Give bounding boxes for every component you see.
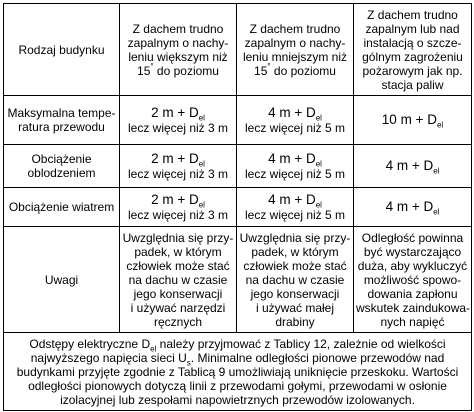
footnote [4, 333, 472, 411]
cell-line: najwyższego napięcia sieci $U_s$. Minimalne odległości pionowe przewodów nad [30, 350, 445, 367]
cell-line: nych napięć [380, 314, 445, 329]
cell-line: Uwagi [44, 272, 79, 287]
table-row [4, 96, 472, 145]
cell-line: gólnym zagrożeniu [362, 49, 463, 64]
row-label-ice [4, 145, 120, 188]
table-cell [237, 145, 354, 188]
cell-line: leniu większym niż [128, 49, 228, 64]
cell-line: zapalnym o nachy- [244, 35, 346, 50]
cell-line: lecz więcej niż 3 m [127, 167, 229, 181]
cell-line: instalacją o szcze- [363, 35, 462, 50]
cell-line: duża, aby wykluczyć [357, 258, 468, 273]
cell-line: człowiek może stać [243, 258, 347, 273]
cell-line: na dachu w czasie [245, 272, 345, 287]
cell-line: jego konserwacji [133, 286, 223, 301]
table-cell [237, 227, 354, 333]
cell-line: Z dachem trudno [132, 21, 224, 36]
cell-line: odległości pionowych dotyczą linii z przewodami gołymi, przewodami w osłonie [28, 378, 447, 393]
table-cell [120, 227, 237, 333]
cell-line: zapalnym lub nad [365, 21, 460, 36]
cell-line: wskutek zaindukowa- [356, 300, 471, 315]
column-header-3 [354, 4, 472, 96]
cell-line: 4 $m + D_{el}$ [385, 199, 440, 217]
cell-line: lecz więcej niż 5 m [244, 121, 346, 135]
cell-line: Obciążenie [31, 152, 92, 166]
cell-line: oblodzeniem [27, 166, 96, 180]
cell-line: ratura przewodu [18, 120, 105, 134]
cell-line: Z dachem trudno [249, 21, 341, 36]
row-label-temperature [4, 96, 120, 145]
cell-line: na dachu w czasie [128, 272, 228, 287]
cell-line: drabiny [275, 314, 315, 329]
cell-line: 4 $m + D_{el}$ [268, 151, 322, 169]
table-row [4, 188, 472, 227]
table-cell [120, 188, 237, 227]
cell-line: możliwość spowo- [363, 272, 462, 287]
cell-line: lecz więcej niż 3 m [127, 208, 229, 222]
corner-header: Rodzaj budynku [4, 4, 120, 96]
cell-line: budynkami przyjęte zgodnie z Tablicą 9 umożliwiają uniknięcie przeskoku. Wartości [16, 364, 459, 379]
table-cell [120, 96, 237, 145]
footnote-row [4, 333, 472, 411]
cell-line: Obciążenie wiatrem [8, 200, 115, 214]
table-cell [354, 188, 472, 227]
table-cell [237, 96, 354, 145]
column-header-2 [237, 4, 354, 96]
table-cell [354, 227, 472, 333]
row-label-wind [4, 188, 120, 227]
table-row [4, 227, 472, 333]
cell-line: lecz więcej niż 3 m [127, 121, 229, 135]
cell-line: Uwzględnia się przy- [239, 230, 351, 245]
cell-line: 2 $m + D_{el}$ [151, 192, 205, 210]
table-cell [354, 96, 472, 145]
table-cell [237, 188, 354, 227]
cell-line: Z dachem trudno [367, 7, 458, 22]
cell-line: stacja paliw [381, 77, 444, 92]
cell-line: 15° do poziomu [137, 61, 219, 78]
cell-line: Maksymalna tempe- [7, 106, 116, 120]
cell-line: 2 $m + D_{el}$ [151, 151, 205, 169]
header-row [4, 4, 472, 96]
cell-line: 10 $m + D_{el}$ [381, 112, 444, 130]
cell-line: lecz więcej niż 5 m [244, 208, 346, 222]
building-distance-table [3, 3, 472, 411]
cell-line: padek, w którym [251, 244, 339, 259]
cell-line: dowania zapłonu [367, 286, 458, 301]
cell-line: izolacyjnej lub zespołami napowietrznych przewodów izolowanych. [60, 392, 415, 407]
table-cell [354, 145, 472, 188]
cell-line: Odległość powinna [361, 230, 464, 245]
cell-line: ręcznych [153, 314, 203, 329]
row-label-notes [4, 227, 120, 333]
cell-line: 4 $m + D_{el}$ [385, 158, 440, 176]
cell-line: i używać małej [255, 300, 335, 315]
cell-line: 15° do poziomu [254, 61, 336, 78]
cell-line: 4 $m + D_{el}$ [268, 105, 322, 123]
table-row [4, 145, 472, 188]
cell-line: 2 $m + D_{el}$ [151, 105, 205, 123]
cell-line: padek, w którym [134, 244, 222, 259]
cell-line: człowiek może stać [126, 258, 230, 273]
cell-line: 4 $m + D_{el}$ [268, 192, 322, 210]
cell-line: i używać narzędzi [130, 300, 226, 315]
cell-line: Odstępy elektryczne $D_{el}$ należy przyjmować z Tablicy 12, zależnie od wielkości [29, 336, 446, 353]
cell-line: pożarowym jak np. [362, 63, 463, 78]
cell-line: być wystarczająco [363, 244, 462, 259]
cell-line: lecz więcej niż 5 m [244, 167, 346, 181]
cell-line: leniu mniejszym niż [242, 49, 348, 64]
column-header-1 [120, 4, 237, 96]
cell-line: Uwzględnia się przy- [122, 230, 234, 245]
cell-line: zapalnym o nachy- [127, 35, 229, 50]
cell-line: jego konserwacji [250, 286, 340, 301]
table-cell [120, 145, 237, 188]
